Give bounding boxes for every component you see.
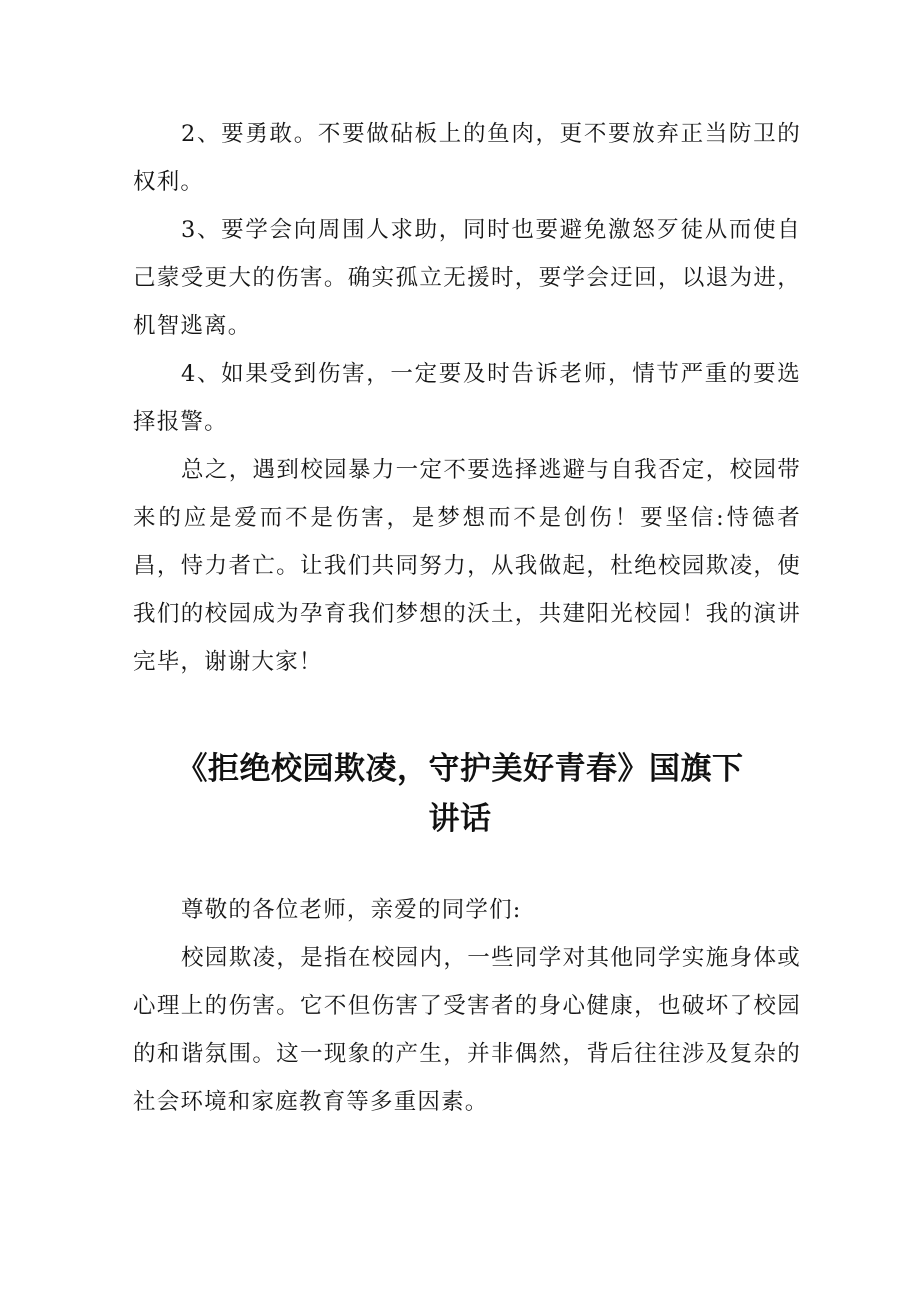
paragraph-point-3: 3、要学会向周围人求助，同时也要避免激怒歹徒从而使自己蒙受更大的伤害。确实孤立无援时，要学会迂回，以退为进，机智逃离。 bbox=[133, 217, 801, 339]
speech-title bbox=[120, 744, 800, 844]
paragraph-point-2: 2、要勇敢。不要做砧板上的鱼肉，更不要放弃正当防卫的权利。 bbox=[133, 121, 801, 195]
paragraph-intro: 校园欺凌，是指在校园内，一些同学对其他同学实施身体或心理上的伤害。它不但伤害了受害者的身心健康，也破坏了校园的和谐氛围。这一现象的产生，并非偶然，背后往往涉及复杂的社会环境和家庭教育等多重因素。 bbox=[133, 945, 801, 1115]
speech-title-line-1: 《拒绝校园欺凌，守护美好青春》国旗下 bbox=[176, 751, 744, 787]
speech-title-line-2: 讲话 bbox=[428, 801, 492, 837]
paragraph-conclusion: 总之，遇到校园暴力一定不要选择逃避与自我否定，校园带来的应是爱而不是伤害，是梦想而不是创伤！要坚信:恃德者昌，恃力者亡。让我们共同努力，从我做起，杜绝校园欺凌，使我们的校园成为孕育我们梦想的沃土，共建阳光校园！我的演讲完毕，谢谢大家！ bbox=[133, 457, 801, 675]
salutation: 尊敬的各位老师，亲爱的同学们: bbox=[181, 897, 522, 923]
paragraph-point-4: 4、如果受到伤害，一定要及时告诉老师，情节严重的要选择报警。 bbox=[133, 361, 801, 435]
